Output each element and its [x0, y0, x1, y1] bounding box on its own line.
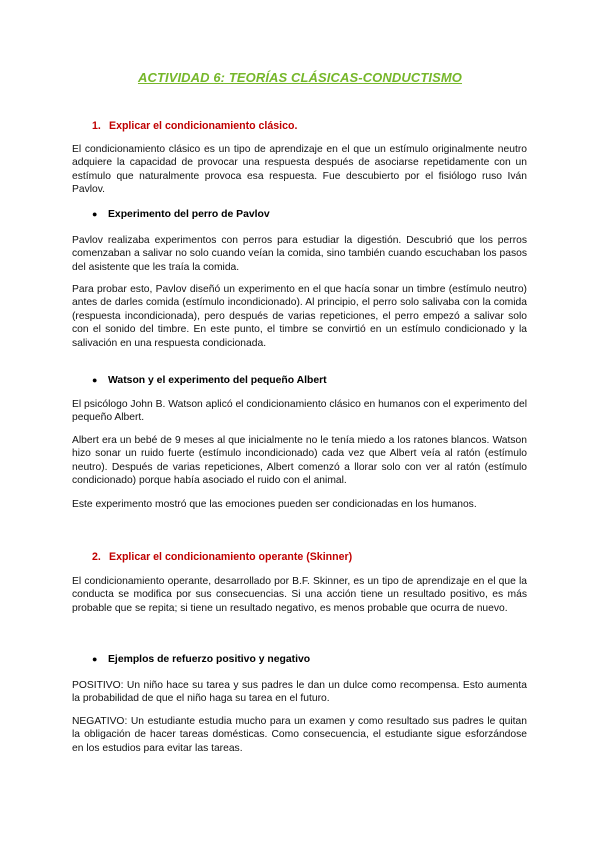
refuerzo-heading [92, 654, 310, 665]
bullet-icon: ● [92, 654, 98, 664]
section-2-heading-text: Explicar el condicionamiento operante (Skinner) [109, 551, 353, 563]
section-1-intro: El condicionamiento clásico es un tipo de aprendizaje en el que un estímulo originalmente neutro adquiere la capacidad de provocar una respuesta después de asociarse repetidamente con un estímulo que naturalmente provoca esa respuesta. Fue descubierto por el fisiólogo ruso Iván Pavlov. [72, 144, 527, 196]
bullet-icon: ● [92, 209, 98, 219]
watson-paragraph-1: El psicólogo John B. Watson aplicó el condicionamiento clásico en humanos con el experimento del pequeño Albert. [72, 399, 527, 424]
section-2-heading [92, 551, 352, 563]
section-1-number: 1. [92, 120, 101, 132]
pavlov-heading-text: Experimento del perro de Pavlov [108, 209, 270, 220]
watson-heading [92, 375, 327, 386]
section-1-heading-text: Explicar el condicionamiento clásico. [109, 120, 298, 132]
section-2-number: 2. [92, 551, 101, 563]
watson-paragraph-2: Albert era un bebé de 9 meses al que inicialmente no le tenía miedo a los ratones blancos. Watson hizo sonar un ruido fuerte (estímulo incondicionado) cada vez que Albert veía al ratón (estímulo neutro). Después de varias repeticiones, Albert comenzó a llorar solo con ver al ratón (estímulo condicionado) porque había asociado el ruido con el animal. [72, 435, 527, 487]
negativo-paragraph: NEGATIVO: Un estudiante estudia mucho para un examen y como resultado sus padres le quitan la obligación de hacer tareas domésticas. Como consecuencia, el estudiante sigue esforzándose en los estudios para evitar las tareas. [72, 716, 527, 754]
bullet-icon: ● [92, 375, 98, 385]
positivo-paragraph: POSITIVO: Un niño hace su tarea y sus padres le dan un dulce como recompensa. Esto aumenta la probabilidad de que el niño haga su tarea en el futuro. [72, 680, 527, 705]
pavlov-paragraph-1: Pavlov realizaba experimentos con perros para estudiar la digestión. Descubrió que los perros comenzaban a salivar no solo cuando veían la comida, sino también cuando escuchaban los pasos del asistente que les traía la comida. [72, 235, 527, 273]
watson-paragraph-3: Este experimento mostró que las emociones pueden ser condicionadas en los humanos. [72, 499, 477, 510]
pavlov-heading [92, 209, 270, 220]
document-title: ACTIVIDAD 6: TEORÍAS CLÁSICAS-CONDUCTISMO [137, 70, 463, 85]
refuerzo-heading-text: Ejemplos de refuerzo positivo y negativo [108, 654, 311, 665]
watson-heading-text: Watson y el experimento del pequeño Albert [108, 375, 327, 386]
section-2-intro: El condicionamiento operante, desarrollado por B.F. Skinner, es un tipo de aprendizaje en el que la conducta se modifica por sus consecuencias. Si una acción tiene un resultado positivo, es más probable que se repita; si tiene un resultado negativo, es menos probable que ocurra de nuevo. [72, 576, 527, 614]
section-1-heading [92, 120, 297, 132]
pavlov-paragraph-2: Para probar esto, Pavlov diseñó un experimento en el que hacía sonar un timbre (estímulo neutro) antes de darles comida (estímulo incondicionado). Al principio, el perro solo salivaba con la comida (respuesta incondicionada), pero después de varias repeticiones, el perro empezó a salivar solo con el sonido del timbre. En este punto, el timbre se convirtió en un estímulo condicionado y la salivación en una respuesta condicionada. [72, 284, 527, 349]
